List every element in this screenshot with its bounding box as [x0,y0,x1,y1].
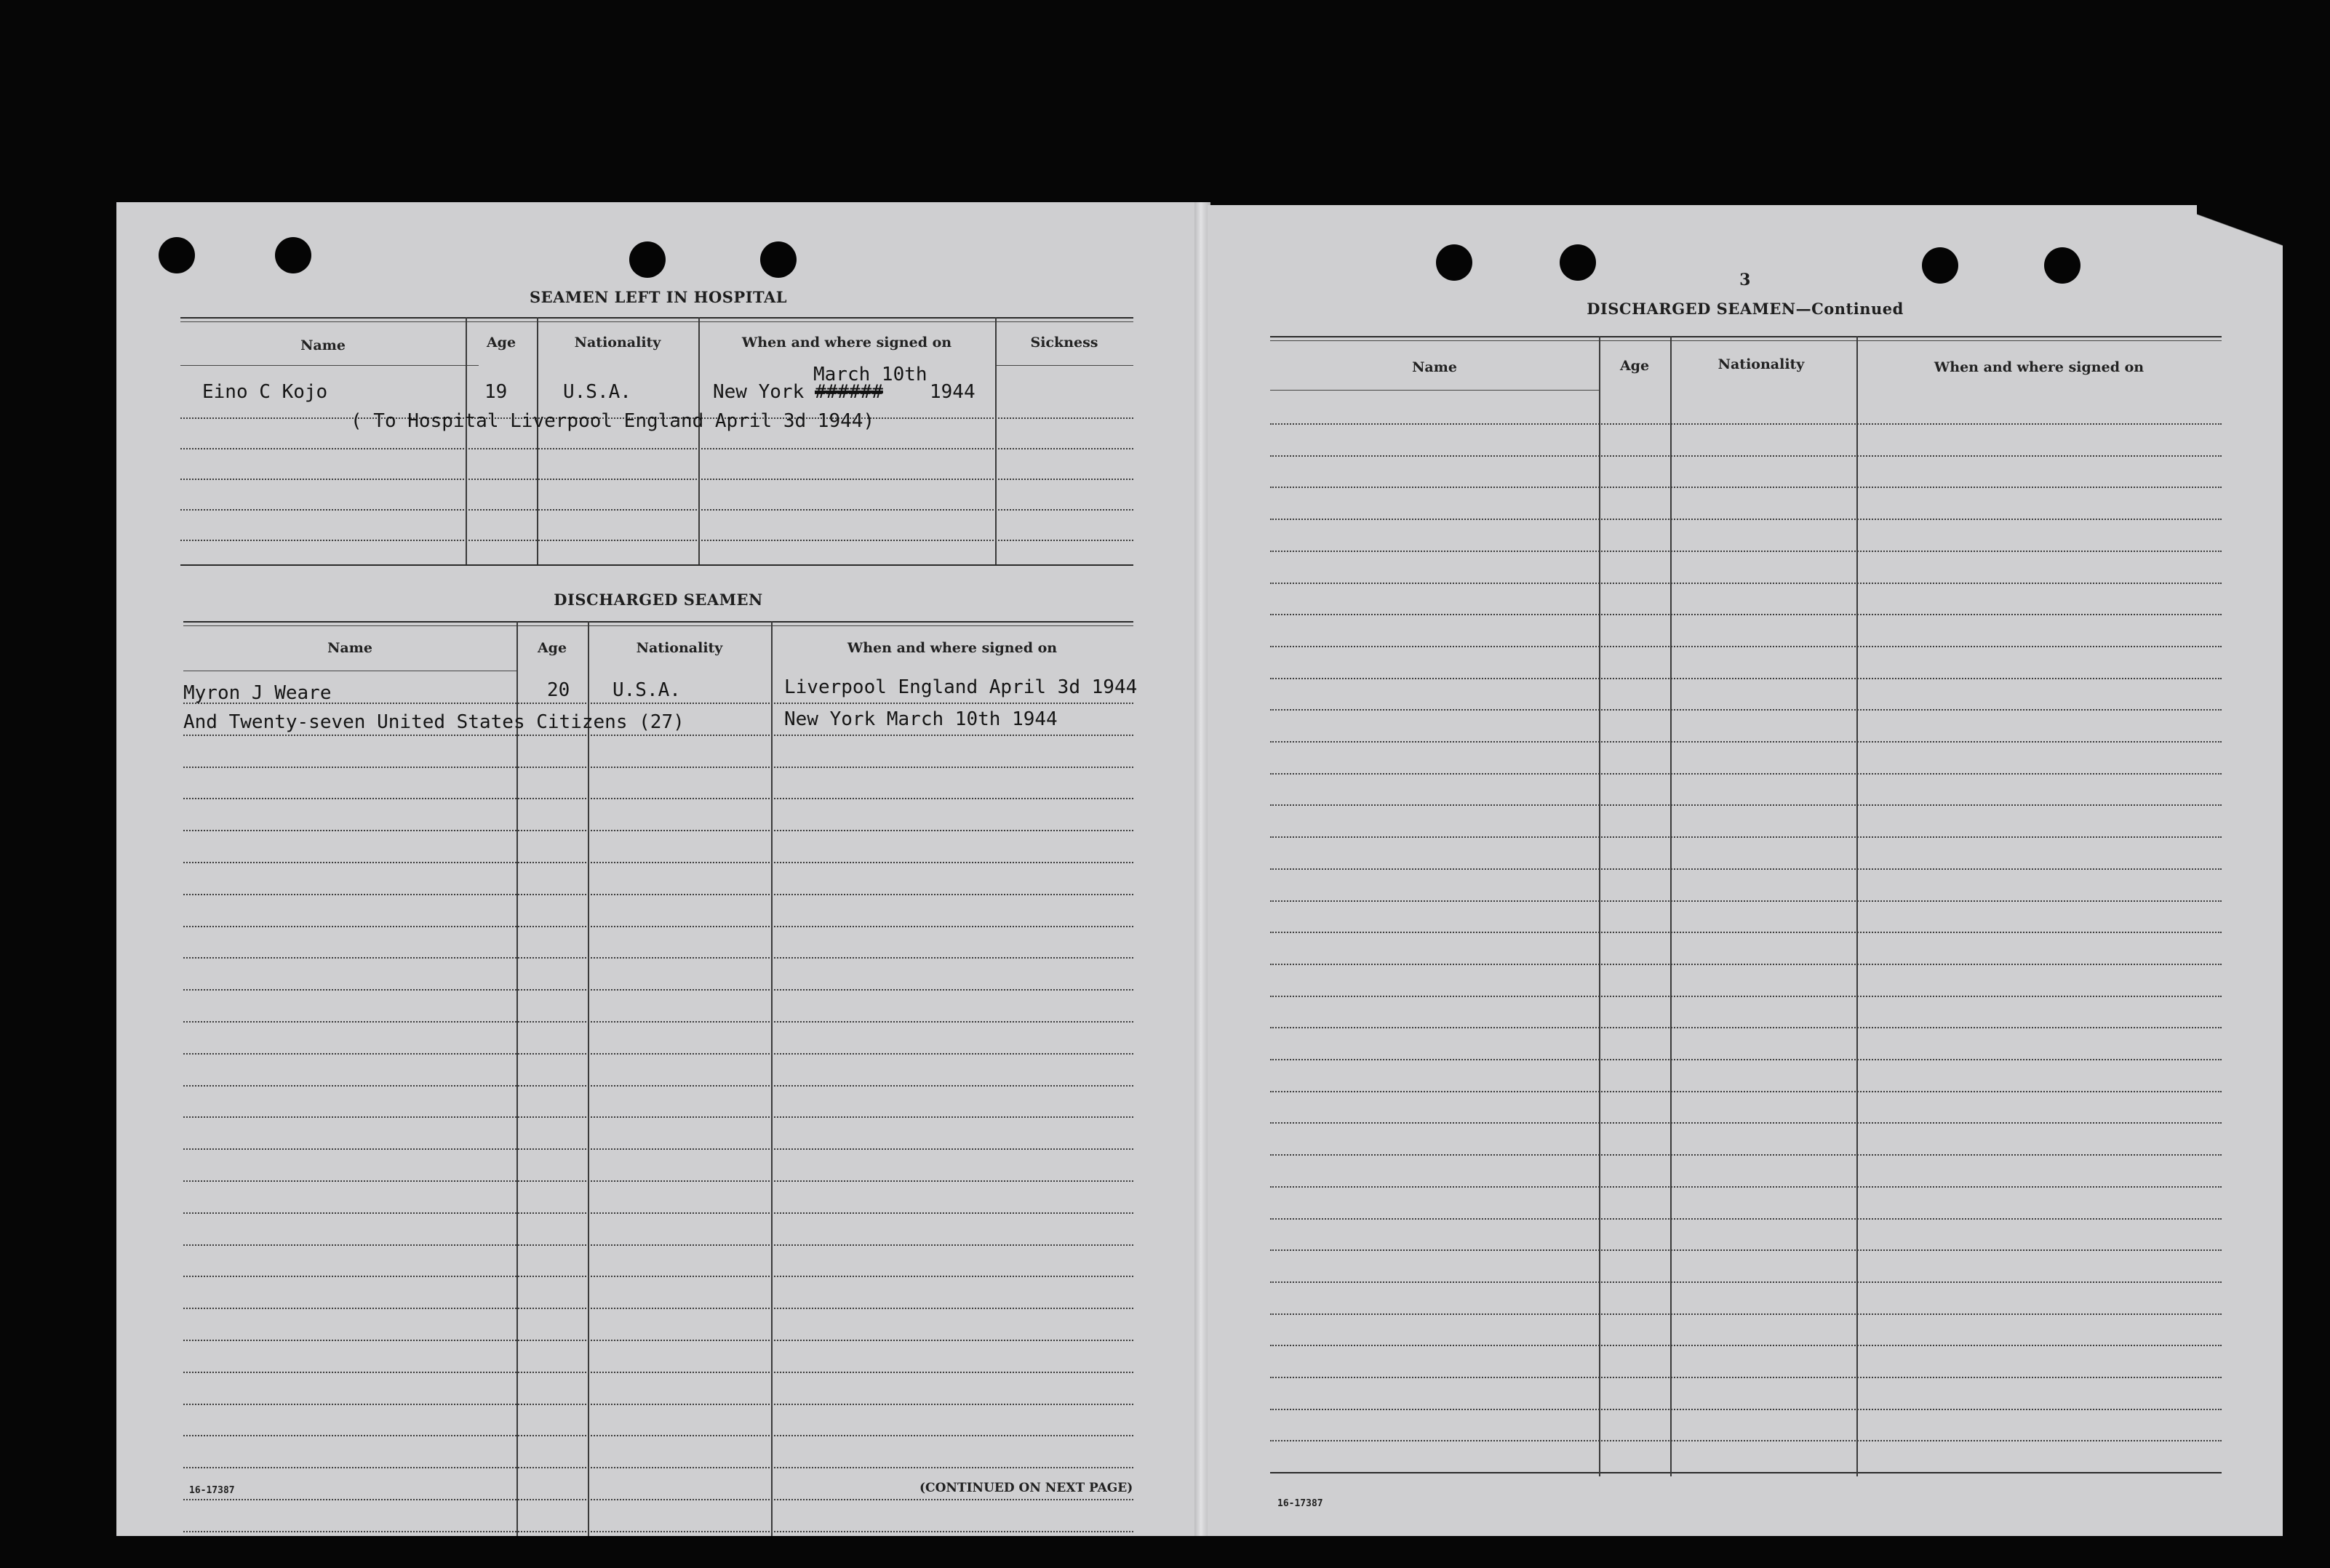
row-line [1270,1091,2222,1092]
row-line [183,1435,1133,1436]
entry-signed-on-struck: ###### [815,381,883,403]
form-number: 16-17387 [189,1485,235,1496]
row-line [183,735,1133,736]
row-line [1270,836,2222,838]
column-header-name: Name [327,640,372,656]
header-rule [995,365,1133,366]
row-line [1270,519,2222,520]
row-line [1270,678,2222,679]
column-header-name: Name [300,337,346,353]
entry-age: 19 [484,381,508,403]
right-page [1208,205,2283,1536]
row-line [1270,900,2222,902]
column-divider [466,317,467,564]
row-line [183,830,1133,831]
row-line [1270,1281,2222,1283]
row-line [183,1531,1133,1532]
row-line [1270,1409,2222,1410]
row-line [1270,1186,2222,1188]
row-line [1270,423,2222,425]
column-header-signed-on: When and where signed on [741,335,952,351]
row-line [183,1467,1133,1468]
row-line [183,1180,1133,1182]
row-line [183,1340,1133,1341]
row-line [1270,1377,2222,1378]
row-line [1270,551,2222,552]
row-line [1270,1154,2222,1156]
row-line [1270,804,2222,806]
row-line [183,1499,1133,1500]
left-page [116,202,1200,1536]
row-line [1270,1249,2222,1251]
hospital-section-title: SEAMEN LEFT IN HOSPITAL [529,288,788,306]
row-line [1270,1122,2222,1124]
row-line [183,862,1133,863]
entry-signed-on-place: New York [713,381,805,403]
table-top-rule [183,625,1133,626]
row-line [183,1308,1133,1309]
discharged-row-signed-on: New York March 10th 1944 [784,708,1058,730]
row-line [180,479,1133,480]
row-line [1270,868,2222,870]
column-header-age: Age [537,640,567,656]
column-header-nationality: Nationality [636,640,723,656]
discharged-row-name: Myron J Weare [183,682,332,704]
column-header-nationality: Nationality [574,335,661,351]
column-divider [537,317,538,564]
discharged-row-signed-on: Liverpool England April 3d 1944 [784,676,1138,698]
row-line [1270,964,2222,965]
row-line [1270,455,2222,457]
row-line [1270,709,2222,711]
row-line [1270,741,2222,743]
discharged-row-age: 20 [547,679,570,701]
table-bottom-rule [180,564,1133,566]
row-line [183,1372,1133,1373]
table-top-rule [1270,340,2222,341]
row-line [1270,1345,2222,1346]
column-divider [771,621,773,1536]
entry-signed-on-year: 1944 [930,381,976,403]
column-divider [1599,336,1600,1476]
column-header-nationality: Nationality [1717,356,1805,372]
row-line [180,448,1133,449]
row-line [1270,996,2222,997]
column-divider [516,621,518,1536]
row-line [183,767,1133,768]
column-divider [698,317,700,564]
column-divider [995,317,997,564]
row-line [183,798,1133,799]
column-header-age: Age [1619,358,1650,374]
form-number: 16-17387 [1277,1498,1323,1509]
row-line [183,926,1133,927]
row-line [1270,487,2222,488]
row-line [180,540,1133,541]
row-line [183,1404,1133,1405]
row-line [183,894,1133,895]
entry-name: Eino C Kojo [202,381,328,403]
column-divider [1856,336,1858,1476]
page-number: 3 [1739,271,1751,289]
discharged-continued-table [1270,336,2222,1529]
row-line [183,1148,1133,1150]
column-header-sickness: Sickness [1030,335,1098,351]
row-line [183,989,1133,991]
row-line [1270,646,2222,647]
column-header-age: Age [486,335,516,351]
row-line [183,1021,1133,1023]
row-line [1270,1059,2222,1060]
header-rule [1270,390,1599,391]
column-header-name: Name [1412,359,1457,375]
row-line [183,1116,1133,1118]
table-top-rule [180,317,1133,319]
table-bottom-rule [1270,1472,2222,1473]
column-header-signed-on: When and where signed on [847,640,1058,656]
row-line [1270,932,2222,933]
row-line [1270,583,2222,584]
row-line [183,1212,1133,1214]
punch-hole [760,241,797,278]
row-line [1270,1218,2222,1220]
row-line [180,509,1133,511]
column-divider [1670,336,1672,1476]
discharged-row-name: And Twenty-seven United States Citizens (27) [183,711,685,733]
row-line [1270,1027,2222,1028]
header-rule [180,365,479,366]
table-top-rule [183,621,1133,623]
column-header-signed-on: When and where signed on [1934,359,2145,375]
row-line [1270,1440,2222,1441]
column-divider [588,621,589,1536]
entry-note: ( To Hospital Liverpool England April 3d 1944) [351,410,875,432]
discharged-row-nationality: U.S.A. [613,679,681,701]
entry-nationality: U.S.A. [563,381,631,403]
punch-hole [275,237,311,273]
row-line [1270,773,2222,775]
row-line [183,1053,1133,1055]
right-page-title: DISCHARGED SEAMEN—Continued [1587,300,1904,318]
torn-corner [2197,205,2284,263]
row-line [183,1276,1133,1277]
table-top-rule [1270,336,2222,337]
row-line [1270,1313,2222,1315]
entry-signed-on-insert: March 10th [813,364,927,385]
table-top-rule [180,321,1133,322]
row-line [183,1085,1133,1087]
punch-hole [629,241,666,278]
row-line [183,1244,1133,1246]
continued-note: (CONTINUED ON NEXT PAGE) [919,1481,1133,1495]
discharged-table [183,621,1133,1479]
row-line [1270,614,2222,615]
discharged-section-title: DISCHARGED SEAMEN [554,591,763,609]
row-line [183,957,1133,959]
punch-hole [159,237,195,273]
